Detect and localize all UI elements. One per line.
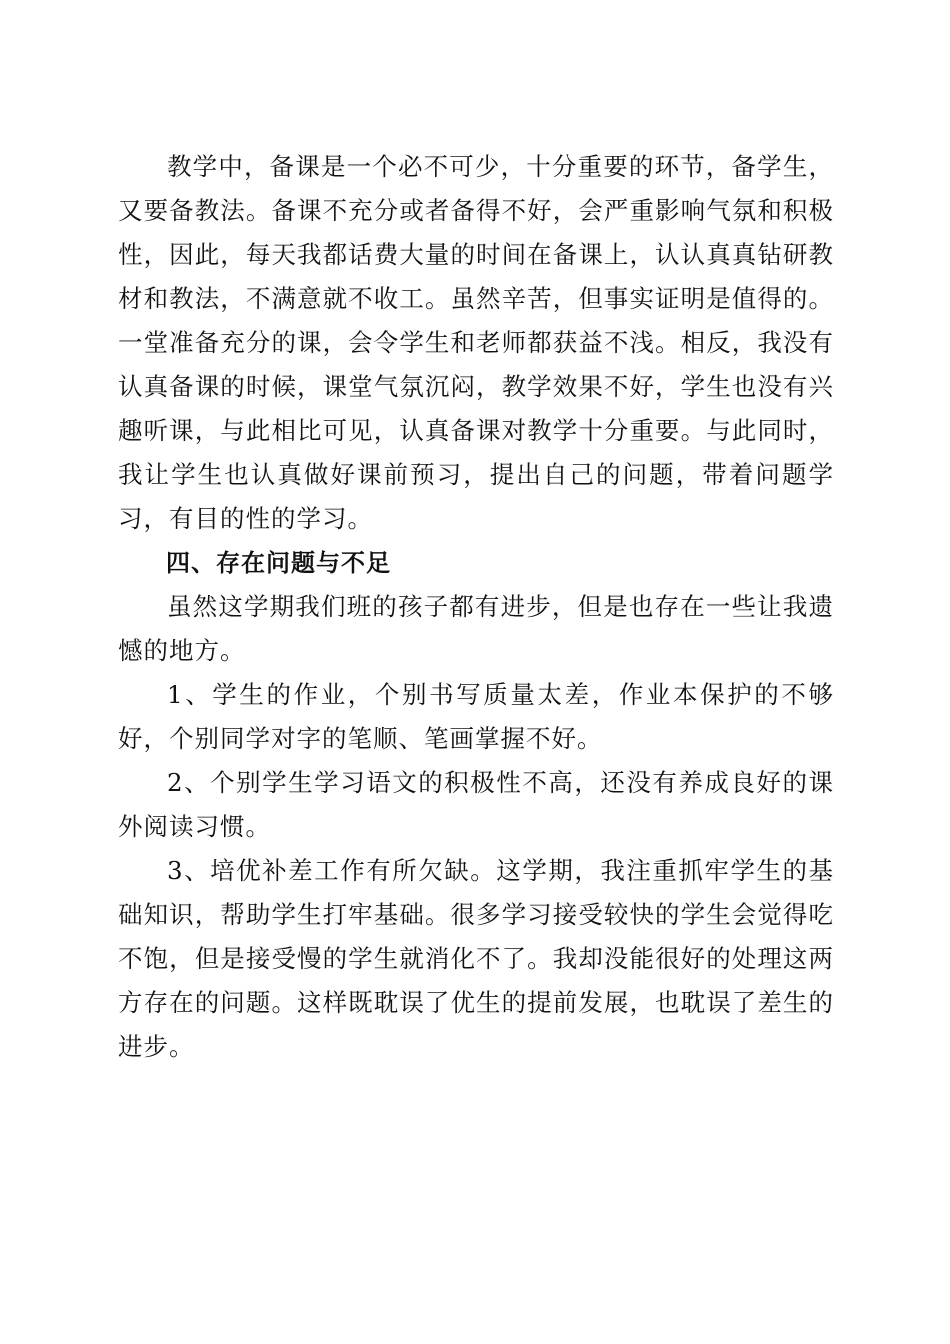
- list-item-homework: 1、学生的作业，个别书写质量太差，作业本保护的不够好，个别同学对字的笔顺、笔画掌握不好。: [118, 680, 834, 753]
- paragraph-lesson-preparation: 教学中，备课是一个必不可少，十分重要的环节，备学生，又要备教法。备课不充分或者备得不好，会严重影响气氛和积极性，因此，每天我都话费大量的时间在备课上，认认真真钻研教材和教法，不满意就不收工。虽然辛苦，但事实证明是值得的。一堂准备充分的课，会令学生和老师都获益不浅。相反，我没有认真备课的时候，课堂气氛沉闷，教学效果不好，学生也没有兴趣听课，与此相比可见，认真备课对教学十分重要。与此同时，我让学生也认真做好课前预习，提出自己的问题，带着问题学习，有目的性的学习。: [118, 152, 834, 533]
- paragraph-problems-intro: 虽然这学期我们班的孩子都有进步，但是也存在一些让我遗憾的地方。: [118, 592, 834, 665]
- section-heading-problems: 四、存在问题与不足: [166, 549, 391, 577]
- document-body: [118, 145, 834, 1069]
- list-item-differentiated-teaching: 3、培优补差工作有所欠缺。这学期，我注重抓牢学生的基础知识，帮助学生打牢基础。很多学习接受较快的学生会觉得吃不饱，但是接受慢的学生就消化不了。我却没能很好的处理这两方存在的问题。这样既耽误了优生的提前发展，也耽误了差生的进步。: [118, 856, 834, 1061]
- list-item-reading-habits: 2、个别学生学习语文的积极性不高，还没有养成良好的课外阅读习惯。: [118, 768, 834, 841]
